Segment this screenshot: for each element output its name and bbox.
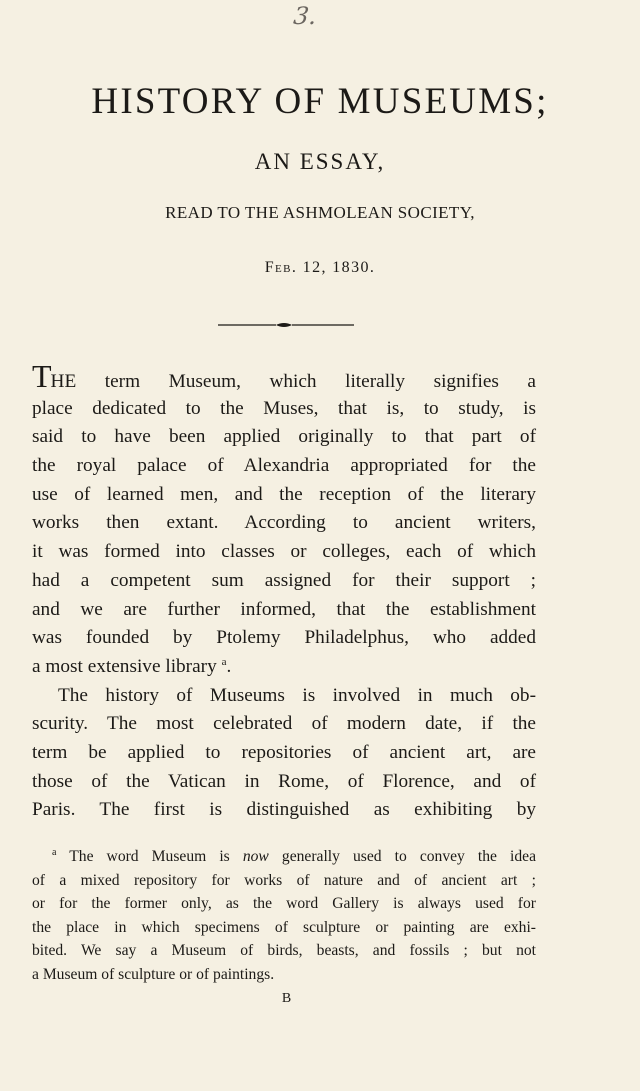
footnote-line: or for the former only, as the word Gallery is always used for (32, 895, 536, 913)
footnote-line: bited. We say a Museum of birds, beasts, and fossils ; but not (32, 942, 536, 960)
body-line: said to have been applied originally to that part of (32, 426, 536, 448)
body-line: Paris. The first is distinguished as exhibiting by (32, 799, 536, 821)
page-number: 3. (292, 2, 318, 30)
body-line: The history of Museums is involved in much ob- (58, 684, 536, 706)
essay-body (32, 358, 536, 825)
footnote-line: a Museum of sculpture or of paintings. (32, 965, 275, 983)
body-line: had a competent sum assigned for their support ; (32, 569, 536, 591)
footnote-line: $^a$ The word Museum is now generally used to convey the idea (52, 847, 537, 865)
read-to-line: READ TO THE ASHMOLEAN SOCIETY, (165, 203, 475, 222)
footnote-marker: a (52, 847, 57, 858)
drop-cap: T (32, 358, 51, 394)
body-line: place dedicated to the Muses, that is, to study, is (32, 397, 536, 419)
signature-mark: B (281, 991, 293, 1006)
body-line: term be applied to repositories of ancient art, are (32, 741, 536, 763)
body-line: use of learned men, and the reception of the literary (32, 483, 536, 505)
body-line: it was formed into classes or colleges, each of which (32, 541, 536, 563)
body-line: was founded by Ptolemy Philadelphus, who added (32, 627, 536, 649)
footnote-line: the place in which specimens of sculpture or painting are exhi- (32, 918, 536, 936)
body-line: scurity. The most celebrated of modern date, if the (32, 713, 536, 735)
date-line: Feb. 12, 1830. (264, 259, 376, 276)
body-line: and we are further informed, that the establishment (32, 598, 536, 620)
body-line: those of the Vatican in Rome, of Florence, and of (32, 770, 536, 792)
footnote (32, 845, 536, 987)
double-ended-rule-ornament-icon (216, 316, 356, 334)
footnote-reference[interactable]: a (221, 655, 227, 668)
footnote-line: of a mixed repository for works of nature and of ancient art ; (32, 871, 536, 889)
body-line: THE term Museum, which literally signifies a (32, 358, 536, 394)
subtitle: AN ESSAY, (254, 149, 386, 174)
body-line: the royal palace of Alexandria appropriated for the (32, 455, 536, 477)
page-title: HISTORY OF MUSEUMS; (91, 81, 549, 122)
body-line: works then extant. According to ancient writers, (32, 512, 536, 534)
body-line: a most extensive library $^a$. (32, 655, 232, 677)
